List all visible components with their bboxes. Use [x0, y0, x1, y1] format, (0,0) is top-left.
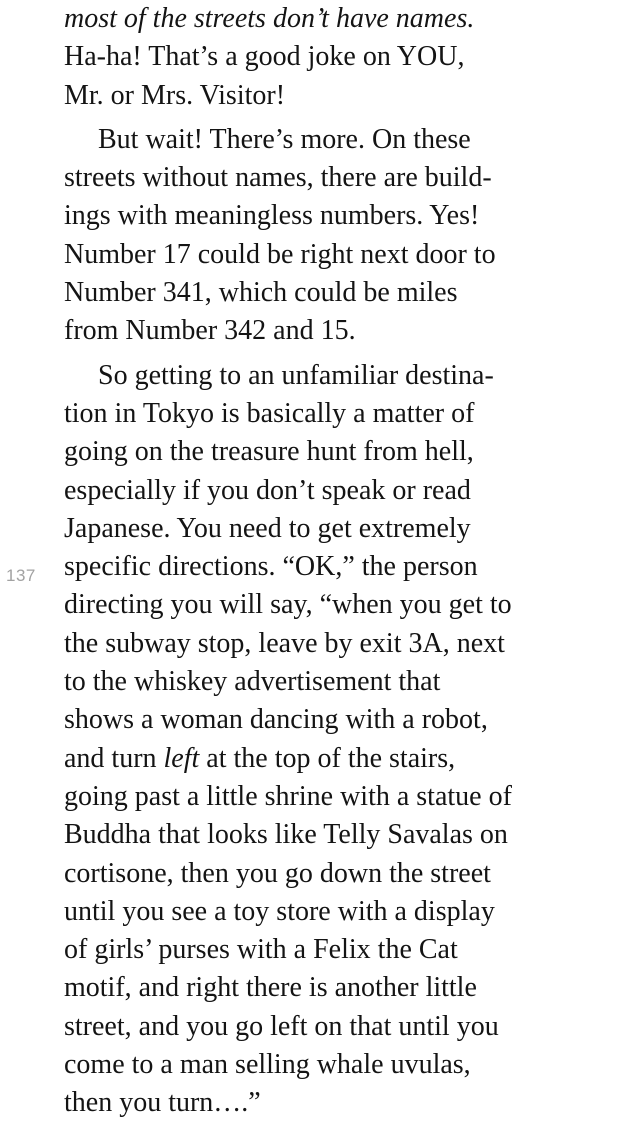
text-line: most of the streets don’t have names. — [64, 3, 475, 34]
text-line: the subway stop, leave by exit 3A, next — [64, 627, 505, 659]
text-segment: at the top of the stairs, — [199, 742, 456, 774]
paragraph — [64, 121, 584, 351]
text-line: then you turn….” — [64, 1087, 261, 1119]
text-line: Number 341, which could be miles — [64, 277, 458, 309]
text-line — [64, 740, 584, 778]
text-line: directing you will say, “when you get to — [64, 589, 512, 621]
text-line: So getting to an unfamiliar destina- — [98, 359, 494, 391]
text-line: tion in Tokyo is basically a matter of — [64, 397, 475, 429]
text-line: But wait! There’s more. On these — [98, 123, 471, 155]
emphasis-text: left — [163, 742, 200, 774]
text-line: especially if you don’t speak or read — [64, 474, 471, 506]
text-line: shows a woman dancing with a robot, — [64, 704, 488, 736]
body-text — [64, 0, 584, 1123]
text-line: from Number 342 and 15. — [64, 315, 356, 347]
text-line: going on the treasure hunt from hell, — [64, 436, 474, 468]
text-line: Ha-ha! That’s a good joke on YOU, — [64, 41, 465, 73]
text-line: Mr. or Mrs. Visitor! — [64, 79, 286, 111]
text-line: until you see a toy store with a display — [64, 895, 495, 927]
text-line: Buddha that looks like Telly Savalas on — [64, 819, 508, 851]
text-line: going past a little shrine with a statue of — [64, 780, 512, 812]
text-segment: and turn — [64, 742, 164, 774]
text-line: cortisone, then you go down the street — [64, 857, 491, 889]
text-line: come to a man selling whale uvulas, — [64, 1049, 471, 1081]
text-line: Number 17 could be right next door to — [64, 238, 496, 270]
text-line: street, and you go left on that until you — [64, 1010, 499, 1042]
text-line: motif, and right there is another little — [64, 972, 477, 1004]
text-line: specific directions. “OK,” the person — [64, 551, 478, 583]
text-line: of girls’ purses with a Felix the Cat — [64, 934, 458, 966]
text-line: to the whiskey advertisement that — [64, 666, 441, 698]
paragraph — [64, 0, 584, 115]
page-number: 137 — [6, 566, 36, 585]
text-line: streets without names, there are build- — [64, 162, 492, 194]
text-line: ings with meaningless numbers. Yes! — [64, 200, 480, 232]
paragraph — [64, 357, 584, 1123]
text-line: Japanese. You need to get extremely — [64, 512, 471, 544]
